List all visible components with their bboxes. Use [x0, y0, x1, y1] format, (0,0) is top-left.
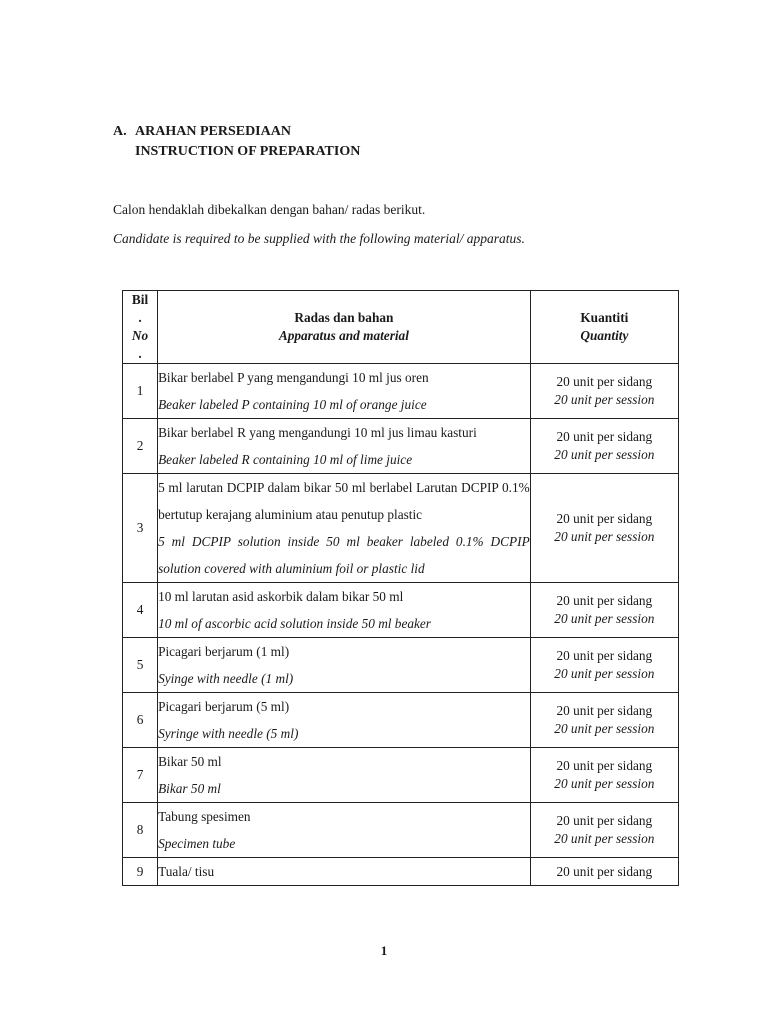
row-number: 5	[123, 638, 158, 693]
table-row	[123, 858, 679, 886]
row-quantity	[530, 474, 678, 583]
header-no-english-1: No	[131, 328, 149, 343]
table-row	[123, 474, 679, 583]
apparatus-table	[122, 290, 679, 886]
row-quantity	[530, 419, 678, 474]
qty-malay: 20 unit per sidang	[556, 813, 653, 828]
qty-malay: 20 unit per sidang	[556, 758, 653, 773]
row-number: 9	[123, 858, 158, 886]
row-item	[158, 693, 531, 748]
qty-english: 20 unit per session	[554, 447, 655, 462]
header-item	[158, 291, 531, 364]
table-row	[123, 364, 679, 419]
item-malay: Bikar berlabel P yang mengandungi 10 ml jus oren	[158, 370, 429, 385]
qty-english: 20 unit per session	[554, 392, 655, 407]
row-quantity	[530, 638, 678, 693]
header-qty-malay: Kuantiti	[580, 310, 629, 325]
intro-malay: Calon hendaklah dibekalkan dengan bahan/ radas berikut.	[113, 202, 426, 217]
row-item	[158, 364, 531, 419]
row-number: 6	[123, 693, 158, 748]
table-row	[123, 803, 679, 858]
row-item	[158, 748, 531, 803]
qty-malay: 20 unit per sidang	[556, 429, 653, 444]
table-header-row	[123, 291, 679, 364]
item-malay: Tabung spesimen	[158, 809, 251, 824]
header-no-malay-1: Bil	[131, 292, 149, 307]
qty-english: 20 unit per session	[554, 776, 655, 791]
section-letter: A.	[113, 124, 127, 139]
item-english: 5 ml DCPIP solution inside 50 ml beaker labeled 0.1% DCPIP solution covered with aluminium foil or plastic lid	[158, 534, 530, 576]
header-no-english-2: .	[138, 346, 142, 361]
qty-malay: 20 unit per sidang	[556, 648, 653, 663]
row-quantity	[530, 748, 678, 803]
header-no	[123, 291, 158, 364]
intro-english: Candidate is required to be supplied with the following material/ apparatus.	[113, 231, 525, 246]
header-item-english: Apparatus and material	[278, 328, 409, 343]
row-item	[158, 638, 531, 693]
qty-english: 20 unit per session	[554, 529, 655, 544]
row-item	[158, 803, 531, 858]
item-english: Beaker labeled P containing 10 ml of orange juice	[158, 397, 427, 412]
row-quantity	[530, 858, 678, 886]
section-heading	[113, 122, 360, 162]
item-malay: 5 ml larutan DCPIP dalam bikar 50 ml berlabel Larutan DCPIP 0.1% bertutup kerajang aluminium atau penutup plastic	[158, 480, 530, 522]
qty-english: 20 unit per session	[554, 666, 655, 681]
item-malay: Picagari berjarum (5 ml)	[158, 699, 290, 714]
qty-malay: 20 unit per sidang	[556, 703, 653, 718]
row-quantity	[530, 364, 678, 419]
item-english: Syinge with needle (1 ml)	[158, 671, 294, 686]
row-number: 1	[123, 364, 158, 419]
qty-malay: 20 unit per sidang	[556, 863, 653, 879]
qty-english: 20 unit per session	[554, 721, 655, 736]
item-english: Bikar 50 ml	[158, 781, 221, 796]
row-number: 2	[123, 419, 158, 474]
row-quantity	[530, 803, 678, 858]
table-row	[123, 748, 679, 803]
page-number: 1	[380, 943, 388, 958]
row-quantity	[530, 583, 678, 638]
section-title-english: INSTRUCTION OF PREPARATION	[135, 144, 361, 159]
header-no-malay-2: .	[138, 310, 142, 325]
row-number: 7	[123, 748, 158, 803]
row-quantity	[530, 693, 678, 748]
header-item-malay: Radas dan bahan	[294, 310, 394, 325]
row-item	[158, 583, 531, 638]
section-title-malay: ARAHAN PERSEDIAAN	[135, 124, 291, 139]
item-english: Specimen tube	[158, 836, 236, 851]
item-english: Beaker labeled R containing 10 ml of lime juice	[158, 452, 413, 467]
row-item	[158, 474, 531, 583]
row-item	[158, 419, 531, 474]
item-malay: Bikar berlabel R yang mengandungi 10 ml jus limau kasturi	[158, 425, 477, 440]
row-number: 3	[123, 474, 158, 583]
row-item	[158, 858, 531, 886]
qty-english: 20 unit per session	[554, 831, 655, 846]
item-malay: 10 ml larutan asid askorbik dalam bikar 50 ml	[158, 589, 404, 604]
table-row	[123, 693, 679, 748]
qty-malay: 20 unit per sidang	[556, 511, 653, 526]
qty-english: 20 unit per session	[554, 611, 655, 626]
header-qty-english: Quantity	[580, 328, 629, 343]
qty-malay: 20 unit per sidang	[556, 593, 653, 608]
header-qty	[530, 291, 678, 364]
item-malay: Bikar 50 ml	[158, 754, 222, 769]
qty-malay: 20 unit per sidang	[556, 374, 653, 389]
table-row	[123, 583, 679, 638]
item-malay: Picagari berjarum (1 ml)	[158, 644, 290, 659]
item-malay: Tuala/ tisu	[158, 864, 215, 879]
table-row	[123, 638, 679, 693]
item-english: Syringe with needle (5 ml)	[158, 726, 299, 741]
row-number: 4	[123, 583, 158, 638]
item-english: 10 ml of ascorbic acid solution inside 50 ml beaker	[158, 616, 431, 631]
row-number: 8	[123, 803, 158, 858]
table-row	[123, 419, 679, 474]
